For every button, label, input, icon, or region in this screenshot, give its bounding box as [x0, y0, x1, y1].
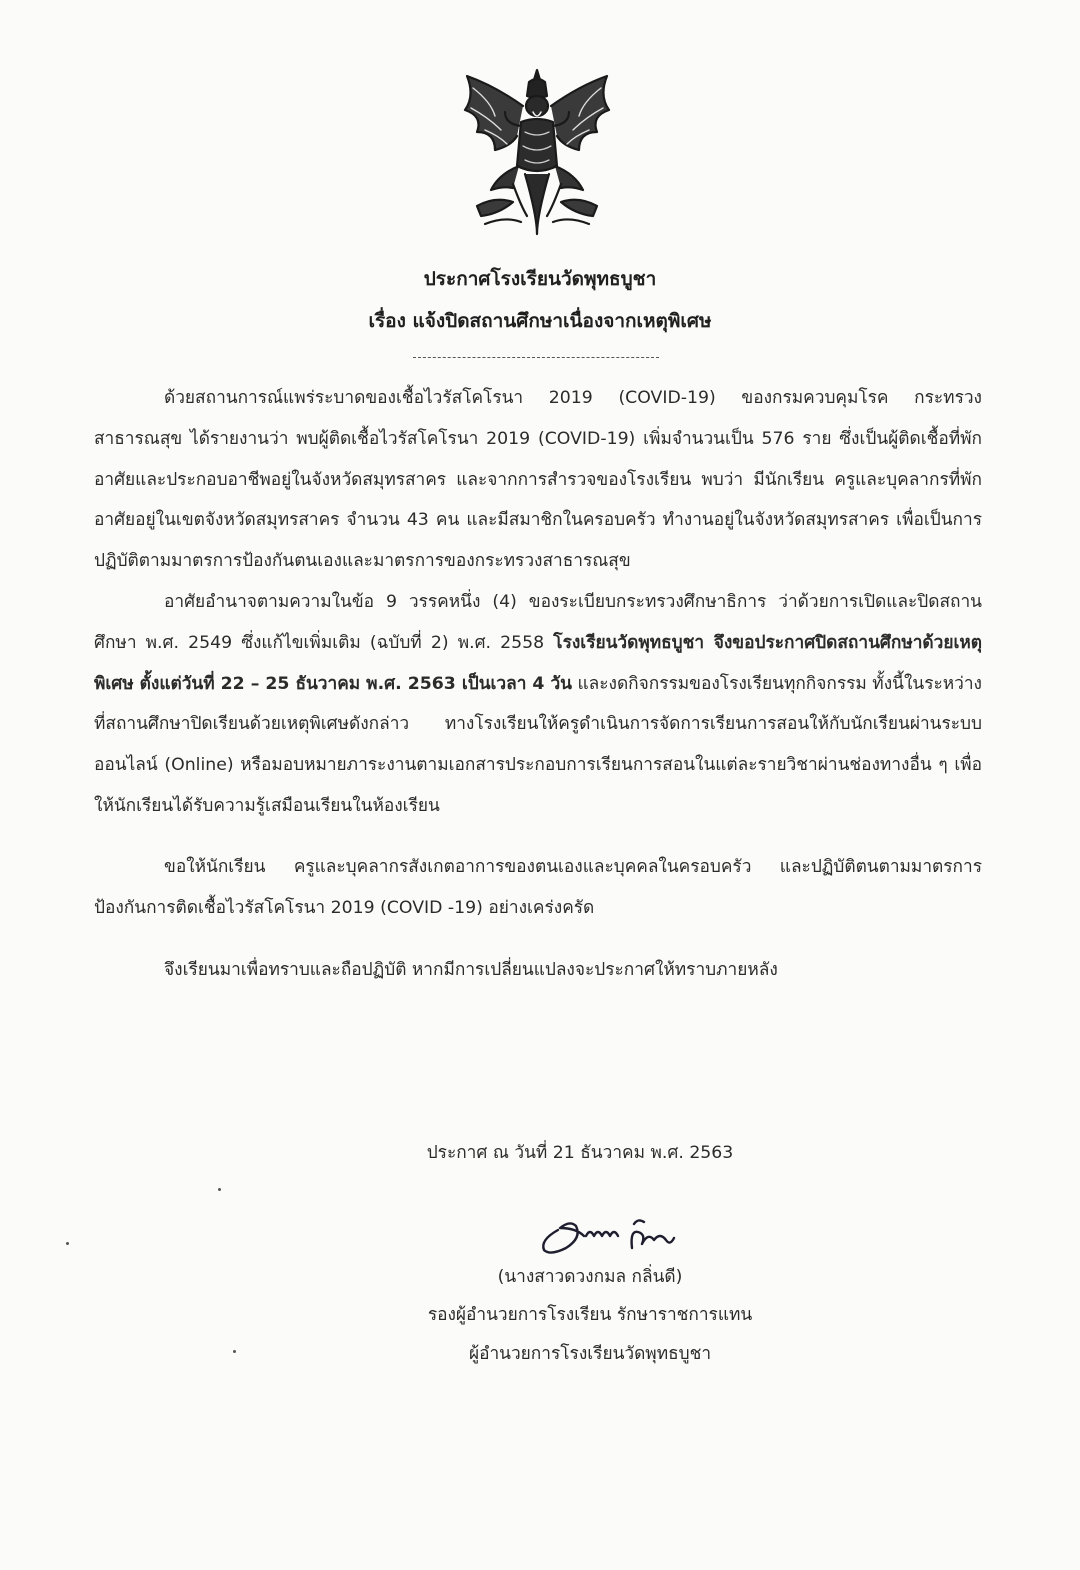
paper-speck — [218, 1188, 221, 1191]
signatory-title: รองผู้อำนวยการโรงเรียน รักษาราชการแทน — [427, 1305, 753, 1325]
signatory-name: (นางสาวดวงกมล กลิ่นดี) — [497, 1267, 683, 1287]
paragraph-2-rest: และงดกิจกรรมของโรงเรียนทุกกิจกรรม ทั้งนี้ในระหว่างที่สถานศึกษาปิดเรียนด้วยเหตุพิเศษดังกล่าว ทางโรงเรียนให้ครูดำเนินการจัดการเรียนการสอนให้กับนักเรียนผ่านระบบออนไลน์ (Online) หรือมอบหมายภาระงานตามเอกสารประกอบการเรียนการสอนในแต่ละรายวิชาผ่านช่องทางอื่น ๆ เพื่อให้นักเรียนได้รับความรู้เสมือนเรียนในห้องเรียน — [94, 673, 982, 816]
garuda-emblem — [455, 66, 620, 241]
announcement-body — [94, 378, 982, 991]
paragraph-2 — [94, 582, 982, 827]
announcement-subject: เรื่อง แจ้งปิดสถานศึกษาเนื่องจากเหตุพิเศษ — [368, 310, 712, 332]
announcement-date: ประกาศ ณ วันที่ 21 ธันวาคม พ.ศ. 2563 — [426, 1143, 734, 1163]
paragraph-2-highlight: โรงเรียนวัดพุทธบูชา จึงขอประกาศปิดสถานศึกษาด้วยเหตุพิเศษ ตั้งแต่วันที่ 22 – 25 ธันวาคม พ.ศ. 2563 เป็นเวลา 4 วัน — [94, 632, 982, 694]
header-divider — [413, 357, 659, 358]
paragraph-4: จึงเรียนมาเพื่อทราบและถือปฏิบัติ หากมีการเปลี่ยนแปลงจะประกาศให้ทราบภายหลัง — [164, 960, 778, 981]
paragraph-2-intro: อาศัยอำนาจตามความในข้อ 9 วรรคหนึ่ง (4) ของระเบียบกระทรวงศึกษาธิการ ว่าด้วยการเปิดและปิดสถานศึกษา พ.ศ. 2549 ซึ่งแก้ไขเพิ่มเติม (ฉบับที่ 2) พ.ศ. 2558 — [94, 591, 982, 653]
paper-speck — [66, 1242, 69, 1245]
paragraph-3: ขอให้นักเรียน ครูและบุคลากรสังเกตอาการของตนเองและบุคคลในครอบครัว และปฏิบัติตนตามมาตรการป้องกันการติดเชื้อไวรัสโคโรนา 2019 (COVID -19) อย่างเคร่งครัด — [94, 856, 982, 918]
announcement-title: ประกาศโรงเรียนวัดพุทธบูชา — [423, 268, 657, 290]
paper-speck — [233, 1350, 236, 1353]
signatory-position: ผู้อำนวยการโรงเรียนวัดพุทธบูชา — [468, 1344, 712, 1364]
handwritten-signature — [536, 1210, 686, 1258]
paragraph-1: ด้วยสถานการณ์แพร่ระบาดของเชื้อไวรัสโคโรนา 2019 (COVID-19) ของกรมควบคุมโรค กระทรวงสาธารณสุข ได้รายงานว่า พบผู้ติดเชื้อไวรัสโคโรนา 2019 (COVID-19) เพิ่มจำนวนเป็น 576 ราย ซึ่งเป็นผู้ติดเชื้อที่พักอาศัยและประกอบอาชีพอยู่ในจังหวัดสมุทรสาคร และจากการสำรวจของโรงเรียน พบว่า มีนักเรียน ครูและบุคลากรที่พักอาศัยอยู่ในเขตจังหวัดสมุทรสาคร จำนวน 43 คน และมีสมาชิกในครอบครัว ทำงานอยู่ในจังหวัดสมุทรสาคร เพื่อเป็นการปฏิบัติตามมาตรการป้องกันตนเองและมาตรการของกระทรวงสาธารณสุข — [94, 388, 982, 572]
